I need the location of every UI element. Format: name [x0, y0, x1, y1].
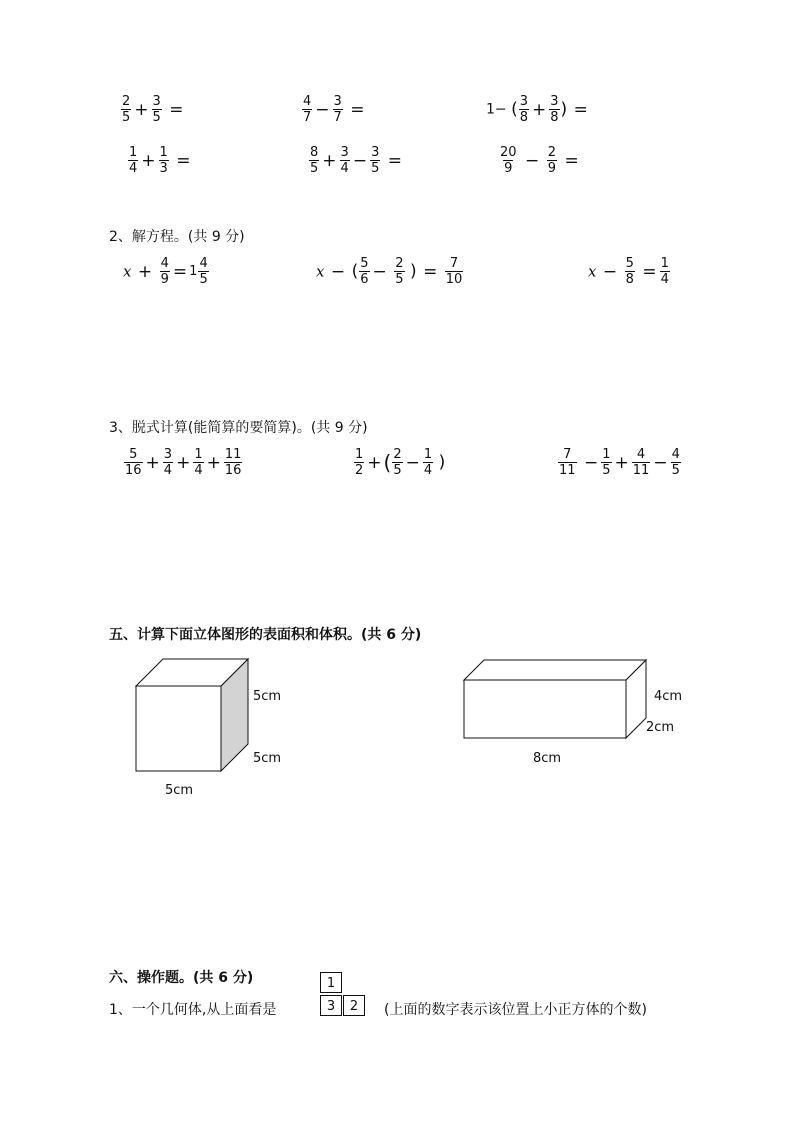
- fraction: $\frac{8}{5}$: [310, 145, 319, 176]
- operator: +: [141, 150, 156, 171]
- fraction: $\frac{3}{7}$: [333, 94, 342, 125]
- fraction: $\frac{5}{6}$: [360, 256, 369, 287]
- expr-row2-1: [127, 145, 193, 176]
- fraction: $\frac{5}{16}$: [125, 447, 142, 478]
- equals: =: [176, 150, 191, 171]
- operator: −: [525, 150, 540, 171]
- fraction: $\frac{1}{2}$: [355, 447, 364, 478]
- cuboid-figure: [458, 654, 654, 746]
- fraction: $\frac{2}{5}$: [122, 94, 131, 125]
- cube-front-face: [136, 686, 221, 771]
- top-view-cell-bottom-left: 3: [320, 995, 342, 1016]
- fraction: $\frac{7}{10}$: [445, 256, 463, 287]
- fraction: $\frac{7}{11}$: [559, 447, 576, 478]
- expr-row1-1: [120, 94, 186, 125]
- fraction: $\frac{1}{4}$: [660, 256, 669, 287]
- fraction: $\frac{4}{9}$: [160, 256, 169, 287]
- fraction: $\frac{3}{8}$: [519, 94, 529, 125]
- fraction: $\frac{3}{8}$: [550, 94, 559, 125]
- fraction: $\frac{1}{4}$: [129, 145, 138, 176]
- mixed-number: 1 $\frac{4}{5}$: [189, 256, 208, 287]
- fraction: $\frac{3}{5}$: [371, 145, 380, 176]
- fraction: $\frac{2}{9}$: [547, 145, 556, 176]
- cuboid-top-face: [464, 660, 646, 680]
- section2-title: 2、解方程。(共 9 分): [109, 229, 245, 245]
- cube-figure: [130, 652, 260, 778]
- section3-title: 3、脱式计算(能简算的要简算)。(共 9 分): [109, 420, 368, 436]
- equals: =: [169, 99, 184, 120]
- fraction: $\frac{3}{5}$: [152, 94, 161, 125]
- top-view-cell-top: 1: [320, 972, 342, 993]
- cuboid-height-label: 4cm: [654, 689, 683, 704]
- section6-title: 六、操作题。(共 6 分): [109, 970, 254, 986]
- cube-width-label: 5cm: [165, 783, 194, 798]
- cuboid-front-face: [464, 680, 626, 738]
- equation-3: x − $\frac{5}{8}$ = $\frac{1}{4}$: [588, 256, 669, 287]
- fraction: $\frac{2}{5}$: [395, 256, 404, 287]
- equals: =: [387, 150, 403, 171]
- fraction: $\frac{1}{5}$: [602, 447, 611, 478]
- operator: −: [352, 150, 368, 171]
- expr-row2-3: [498, 145, 581, 176]
- fraction: $\frac{3}{4}$: [340, 145, 349, 176]
- expr-row2-2: [308, 145, 404, 176]
- operator: −: [315, 99, 330, 120]
- fraction: $\frac{2}{5}$: [393, 447, 402, 478]
- operator: +: [322, 150, 337, 171]
- fraction: $\frac{3}{4}$: [163, 447, 173, 478]
- lead-term: 1−: [486, 101, 507, 118]
- equals: =: [573, 99, 588, 120]
- calc-3: $\frac{7}{11}$ − $\frac{1}{5}$ + $\frac{4}{11}$ − $\frac{4}{5}$: [559, 447, 680, 478]
- section5-title: 五、计算下面立体图形的表面积和体积。(共 6 分): [109, 627, 422, 643]
- calc-1: $\frac{5}{16}$ + $\frac{3}{4}$ + $\frac{1}{4}$ + $\frac{11}{16}$: [125, 447, 242, 478]
- expr-row1-2: [301, 94, 367, 125]
- cube-height-label: 5cm: [253, 689, 282, 704]
- cube-depth-label: 5cm: [253, 751, 282, 766]
- top-view-cell-bottom-right: 2: [343, 995, 365, 1016]
- operator: +: [532, 99, 547, 120]
- fraction: $\frac{4}{5}$: [671, 447, 680, 478]
- calc-2: $\frac{1}{2}$ + ( $\frac{2}{5}$ − $\frac{1}{4}$ ): [355, 447, 446, 478]
- equation-1: x + $\frac{4}{9}$ = 1 $\frac{4}{5}$: [123, 256, 208, 287]
- equals: =: [172, 261, 188, 282]
- fraction: $\frac{5}{8}$: [625, 256, 634, 287]
- operator: +: [134, 99, 149, 120]
- expr-row1-3: 1− ( $\frac{3}{8}$ + $\frac{3}{8}$ ) =: [486, 94, 588, 125]
- equals: =: [564, 150, 579, 171]
- equals: =: [642, 261, 657, 282]
- cuboid-length-label: 8cm: [533, 751, 562, 766]
- fraction: $\frac{4}{11}$: [632, 447, 650, 478]
- fraction: $\frac{4}{7}$: [303, 94, 312, 125]
- question-1-note: (上面的数字表示该位置上小正方体的个数): [384, 1002, 647, 1018]
- equals: =: [423, 261, 438, 282]
- cuboid-depth-label: 2cm: [646, 720, 675, 735]
- fraction: $\frac{1}{4}$: [194, 447, 203, 478]
- fraction: $\frac{1}{3}$: [159, 145, 168, 176]
- fraction: $\frac{11}{16}$: [224, 447, 242, 478]
- equals: =: [350, 99, 365, 120]
- fraction: $\frac{20}{9}$: [500, 145, 517, 176]
- question-1-text: 1、一个几何体,从上面看是: [109, 1002, 277, 1018]
- fraction: $\frac{1}{4}$: [423, 447, 433, 478]
- equation-2: x − ( $\frac{5}{6}$ − $\frac{2}{5}$ ) = $\frac{7}{10}$: [316, 256, 463, 287]
